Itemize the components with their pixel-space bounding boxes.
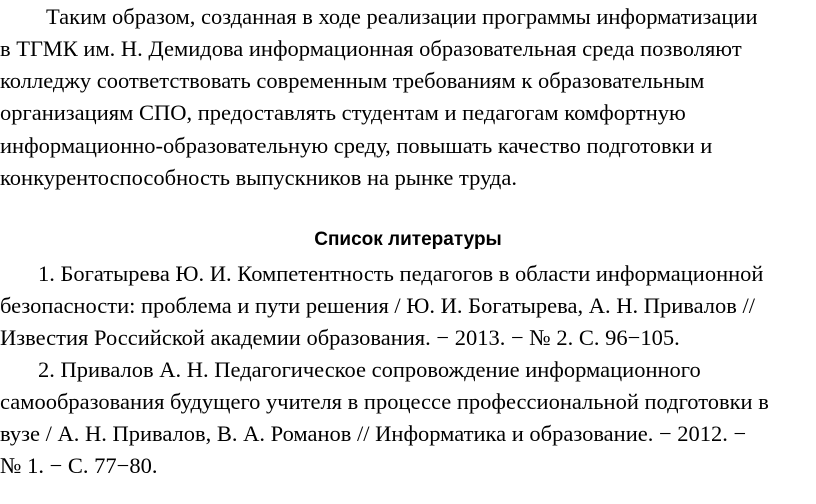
reference-line: самообразования будущего учителя в процессе профессиональной подготовки в: [0, 389, 769, 414]
paragraph-line: конкурентоспособность выпускников на рынке труда.: [0, 165, 517, 190]
reference-line: № 1. − С. 77−80.: [0, 453, 158, 478]
references-heading: Список литературы: [314, 229, 502, 250]
reference-line: Известия Российской академии образования. − 2013. − № 2. С. 96−105.: [0, 325, 680, 350]
reference-line: вузе / А. Н. Привалов, В. А. Романов // Информатика и образование. − 2012. −: [0, 421, 747, 446]
paragraph-line: информационно-образовательную среду, повышать качество подготовки и: [0, 133, 713, 158]
paragraph-line: Таким образом, созданная в ходе реализации программы информатизации: [46, 4, 758, 29]
paragraph-line: организациям СПО, предоставлять студентам и педагогам комфортную: [0, 100, 686, 125]
reference-line: безопасности: проблема и пути решения / Ю. И. Богатырева, А. Н. Привалов //: [0, 293, 756, 318]
paragraph-line: в ТГМК им. Н. Демидова информационная образовательная среда позволяют: [0, 36, 742, 61]
paragraph-line: колледжу соответствовать современным требованиям к образовательным: [0, 68, 705, 93]
reference-line: 2. Привалов А. Н. Педагогическое сопровождение информационного: [38, 357, 701, 382]
reference-line: 1. Богатырева Ю. И. Компетентность педагогов в области информационной: [38, 261, 764, 286]
